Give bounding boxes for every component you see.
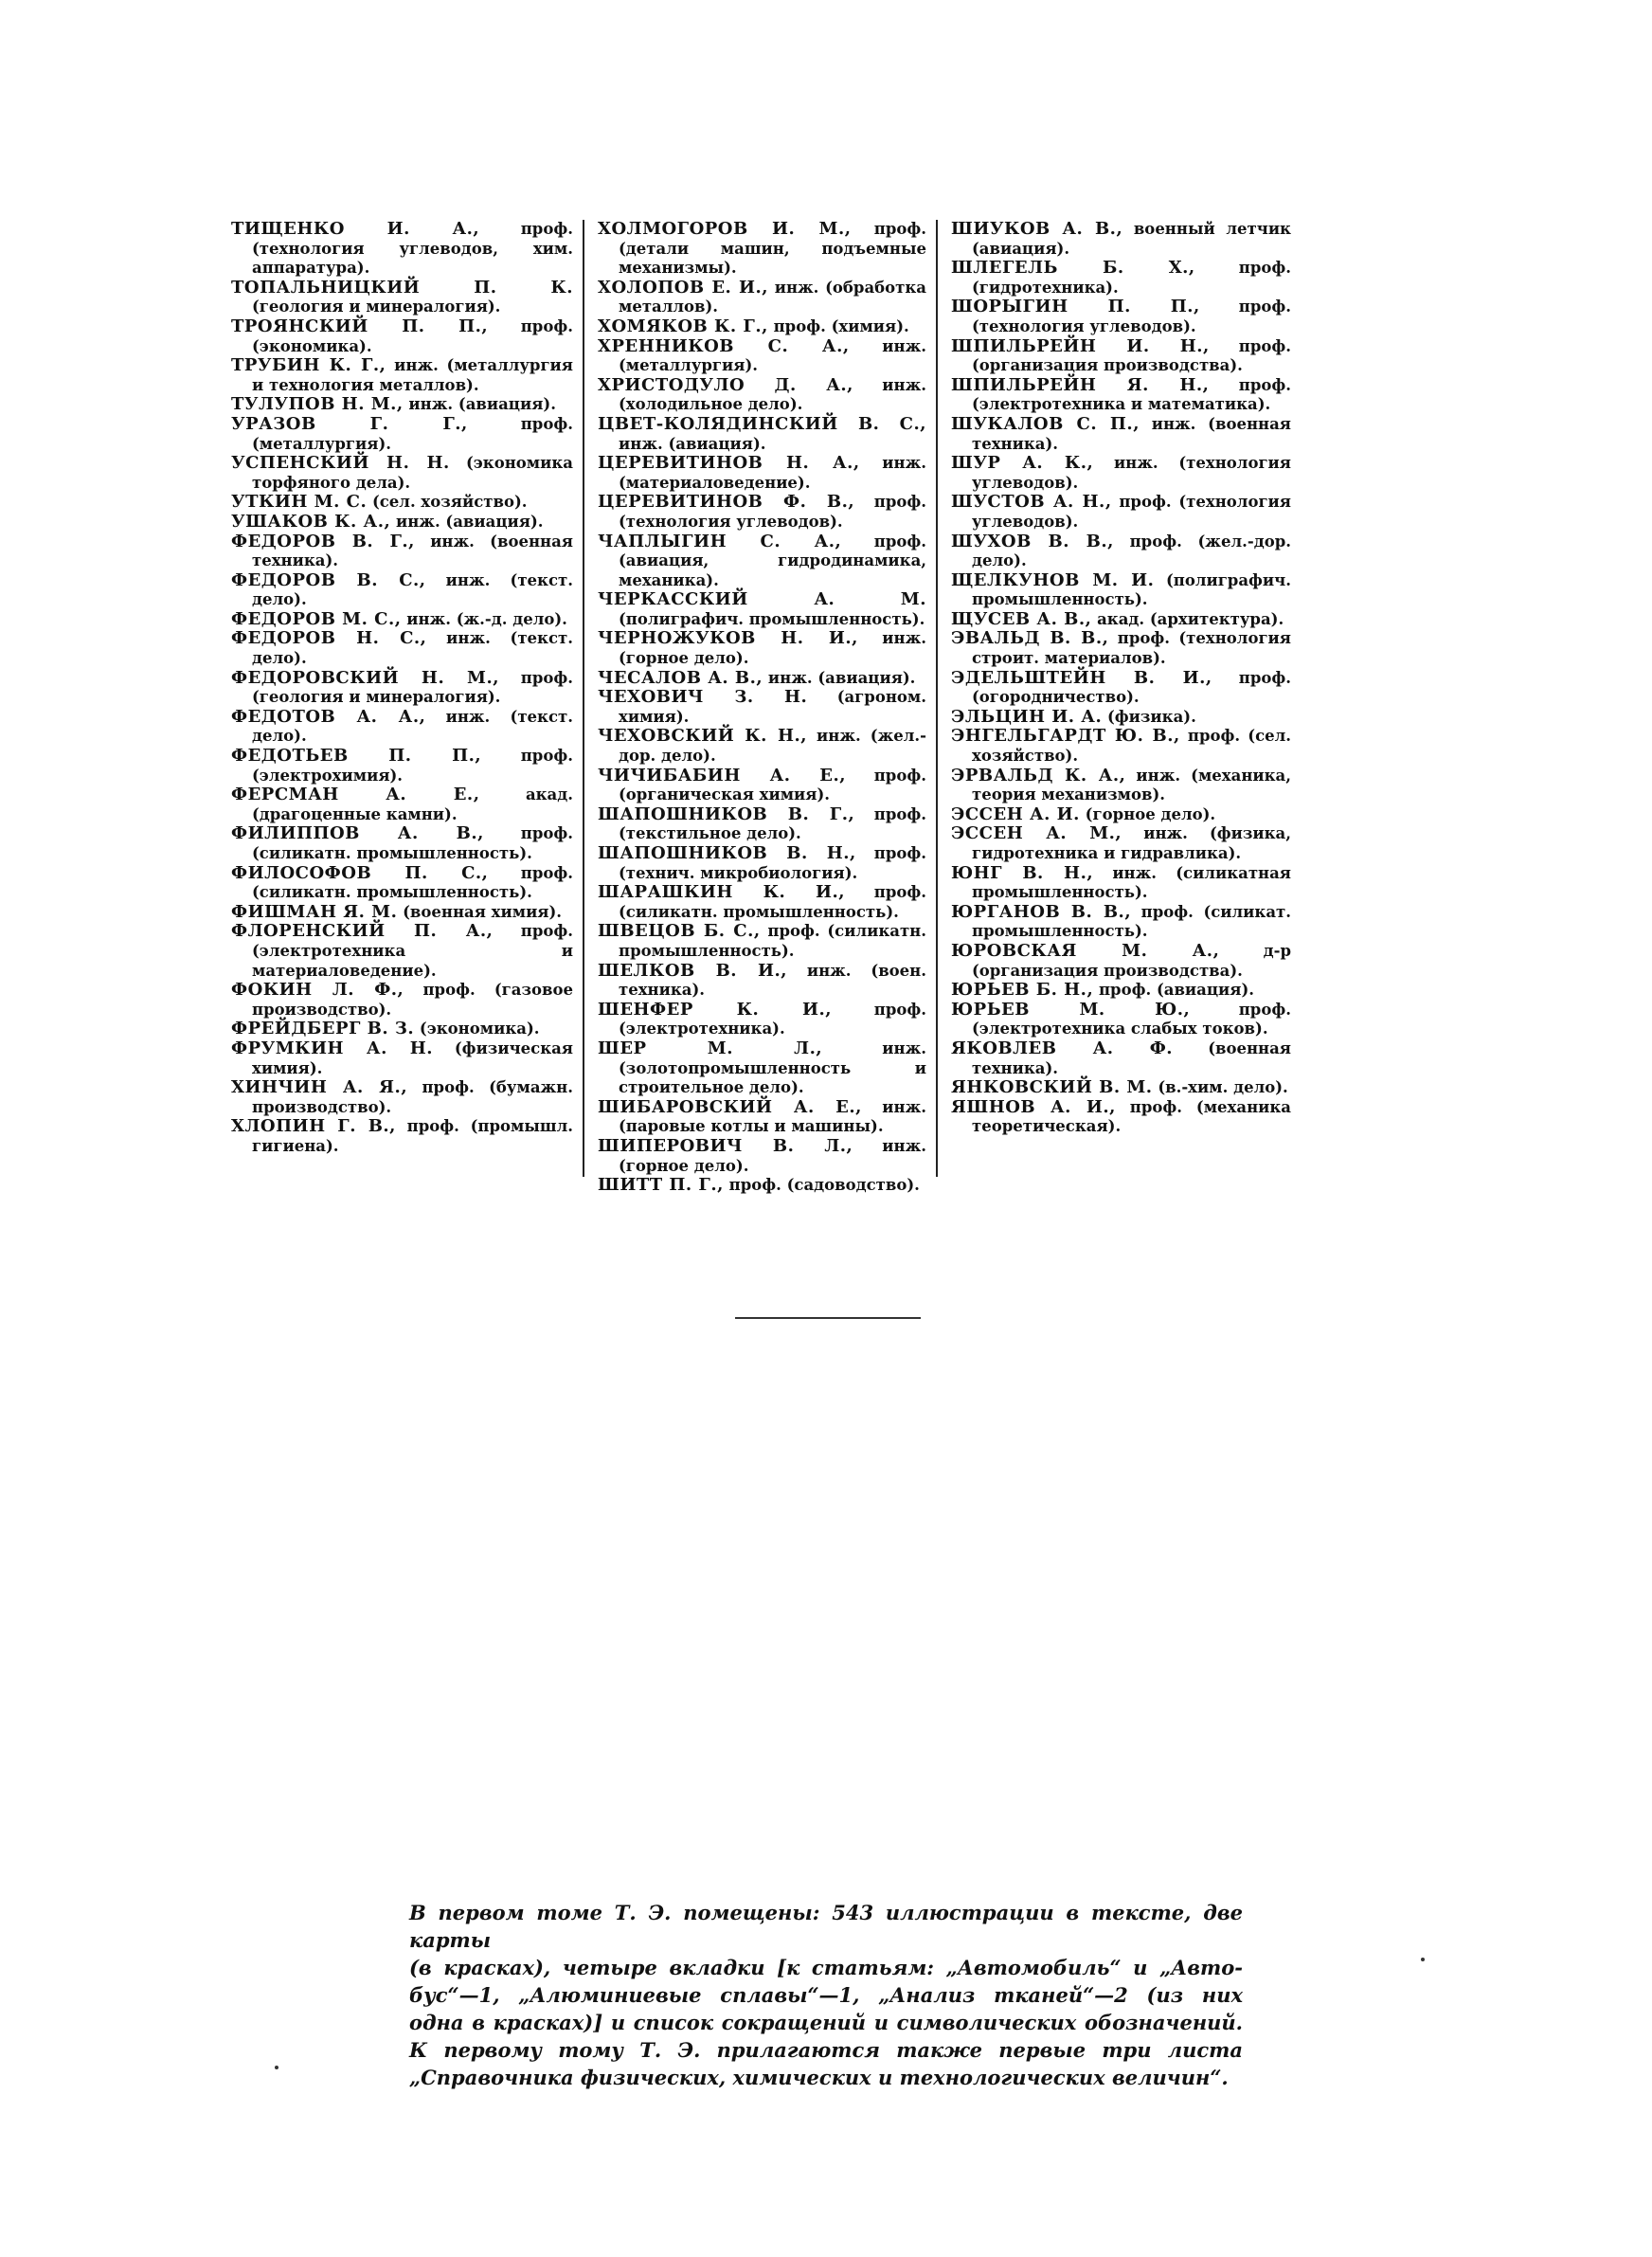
contributor-entry — [598, 922, 926, 961]
contributor-specialty: (агроном. химия). — [619, 688, 926, 726]
contributor-name: ФРЕЙДБЕРГ В. З. — [231, 1019, 415, 1039]
contributor-specialty: (физическая химия). — [252, 1038, 573, 1077]
contributor-name: ТУЛУПОВ Н. М., — [231, 394, 404, 415]
footnote-line: В первом томе Т. Э. помещены: 543 иллюстрации в тексте, две карты — [409, 1901, 1243, 1952]
contributor-specialty: проф. (технология углеводов). — [619, 493, 926, 531]
scan-speck — [275, 2066, 278, 2069]
contributor-name: ШУХОВ В. В., — [951, 531, 1114, 551]
contributor-specialty: акад. (драгоценные камни). — [252, 785, 573, 823]
contributor-entry — [598, 669, 926, 689]
contributor-specialty: инж. (паровые котлы и машины). — [619, 1097, 926, 1136]
contributor-specialty: инж. (механика, теория механизмов). — [972, 766, 1291, 804]
contributor-name: УШАКОВ К. А., — [231, 511, 391, 532]
contributor-entry — [231, 317, 573, 356]
contributor-name: ФЕДОТОВ А. А., — [231, 706, 426, 727]
contributor-specialty: (в.-хим. дело). — [1158, 1078, 1288, 1097]
contributor-specialty: инж. (авиация). — [767, 668, 916, 687]
contributor-entry — [598, 688, 926, 727]
contributor-entry — [951, 1039, 1291, 1078]
contributor-specialty: инж. (авиация). — [395, 512, 544, 531]
contributor-specialty: (геология и минералогия). — [252, 298, 501, 316]
contributor-entry — [598, 317, 926, 337]
contributor-specialty: проф. (гидротехника). — [972, 259, 1291, 297]
contributor-name: ШУР А. К., — [951, 453, 1094, 474]
contributor-specialty: проф. (силикатн. промышленность). — [619, 922, 926, 960]
contributor-entry — [231, 454, 573, 493]
contributor-entry — [598, 727, 926, 766]
contributor-entry — [231, 513, 573, 533]
contributor-entry — [231, 629, 573, 668]
contributor-specialty: военный летчик (авиация). — [972, 220, 1291, 258]
contributor-entry — [231, 356, 573, 395]
contributor-entry — [951, 1098, 1291, 1137]
contributor-entry — [951, 629, 1291, 668]
contributor-entry — [951, 493, 1291, 532]
contributor-entry — [231, 610, 573, 630]
contributor-entry — [231, 903, 573, 923]
contributor-specialty: инж. (жел.-дор. дело). — [619, 727, 926, 766]
contributor-name: ЮРЬЕВ Б. Н., — [951, 980, 1094, 1001]
contributor-specialty: инж. (золотопромышленность и строительное дело). — [619, 1038, 926, 1097]
contributor-name: ЧЕХОВИЧ З. Н. — [598, 687, 808, 708]
contributor-specialty: инж. (текст. дело). — [252, 629, 573, 668]
contributor-specialty: проф. (силикатн. промышленность). — [252, 863, 573, 902]
contributor-name: ЭРВАЛЬД К. А., — [951, 765, 1126, 785]
contributor-entry — [951, 903, 1291, 942]
contributor-entry — [951, 571, 1291, 610]
contributor-name: ЭССЕН А. И. — [951, 803, 1080, 824]
contributor-entry — [231, 981, 573, 1020]
contributor-entry — [598, 220, 926, 279]
contributor-name: ШАПОШНИКОВ В. Н., — [598, 843, 856, 863]
contributor-name: ЧЕХОВСКИЙ К. Н., — [598, 726, 808, 747]
contributor-specialty: инж. (текст. дело). — [252, 570, 573, 609]
contributor-name: ЧЕРКАССКИЙ А. М. — [598, 589, 926, 610]
contributor-name: ТОПАЛЬНИЦКИЙ П. К. — [231, 277, 573, 298]
contributor-specialty: д-р (организация производства). — [972, 941, 1291, 980]
contributor-name: УРАЗОВ Г. Г., — [231, 413, 468, 434]
column-3 — [938, 220, 1291, 1177]
contributor-specialty: проф. (газовое производство). — [252, 981, 573, 1019]
contributor-entry — [598, 1001, 926, 1039]
footnote-line: К первому тому Т. Э. прилагаются также первые три листа — [409, 2038, 1243, 2062]
contributor-entry — [951, 805, 1291, 825]
contributor-name: ЭССЕН А. М., — [951, 823, 1122, 844]
footnote-line: (в красках), четыре вкладки [к статьям: „Автомобиль“ и „Авто- — [409, 1956, 1243, 1979]
contributor-entry — [951, 824, 1291, 863]
contributor-name: ХЛОПИН Г. В., — [231, 1116, 396, 1137]
contributor-entry — [951, 1078, 1291, 1098]
contributor-specialty: инж. (военная техника). — [252, 532, 573, 570]
contributor-name: ЭЛЬЦИН И. А. — [951, 706, 1103, 727]
contributor-name: ТИЩЕНКО И. А., — [231, 219, 480, 239]
contributor-name: ШУКАЛОВ С. П., — [951, 413, 1140, 434]
contributor-entry — [598, 533, 926, 591]
contributor-name: ХИНЧИН А. Я., — [231, 1077, 408, 1098]
contributor-name: ФЕДОРОВСКИЙ Н. М., — [231, 667, 499, 688]
column-2 — [584, 219, 938, 1196]
contributor-name: ЧИЧИБАБИН А. Е., — [598, 765, 847, 785]
contributor-name: ШАРАШКИН К. И., — [598, 882, 846, 903]
contributor-name: ЯШНОВ А. И., — [951, 1096, 1116, 1117]
contributor-entry — [598, 590, 926, 629]
contributor-entry — [951, 669, 1291, 708]
contributor-entry — [231, 493, 573, 513]
contributor-name: ФЛОРЕНСКИЙ П. А., — [231, 921, 494, 942]
contributor-specialty: инж. (силикатная промышленность). — [972, 863, 1292, 902]
contributor-name: ЮРОВСКАЯ М. А., — [951, 940, 1220, 961]
contributor-entry — [231, 1078, 573, 1117]
contributor-entry — [598, 962, 926, 1001]
contributor-entry — [231, 279, 573, 317]
contributor-specialty: проф. (силикатн. промышленность). — [619, 883, 926, 921]
contributor-name: ФРУМКИН А. Н. — [231, 1038, 434, 1058]
contributor-entry — [231, 571, 573, 610]
contributor-specialty: проф. (электротехника). — [619, 1000, 926, 1038]
contributor-name: ФЕДОРОВ В. Г., — [231, 531, 415, 551]
contributor-name: ФЕДОРОВ В. С., — [231, 569, 426, 590]
contributor-name: УТКИН М. С. — [231, 492, 368, 513]
contributor-name: ШАПОШНИКОВ В. Г., — [598, 803, 855, 824]
contributor-entry — [598, 629, 926, 668]
contributor-specialty: проф. (химия). — [773, 316, 909, 335]
contributor-name: ШОРЫГИН П. П., — [951, 297, 1200, 317]
contributor-name: ЮНГ В. Н., — [951, 862, 1094, 883]
contributor-specialty: (горное дело). — [1085, 804, 1216, 823]
contributor-specialty: проф. (технология углеводов). — [972, 493, 1291, 531]
contributor-name: ФЕРСМАН А. Е., — [231, 785, 480, 805]
contributor-specialty: проф. (электрохимия). — [252, 747, 573, 785]
contributor-name: ШИТТ П. Г., — [598, 1175, 724, 1196]
contributor-name: ЭДЕЛЬШТЕЙН В. И., — [951, 667, 1212, 688]
contributor-entry — [598, 376, 926, 415]
contributor-specialty: инж. (технология углеводов). — [972, 454, 1291, 492]
contributor-entry — [231, 824, 573, 863]
contributor-name: ЮРЬЕВ М. Ю., — [951, 999, 1191, 1020]
contributor-specialty: (военная химия). — [403, 902, 563, 921]
contributor-specialty: (военная техника). — [972, 1038, 1291, 1077]
contributor-specialty: (полиграфич. промышленность). — [972, 570, 1291, 609]
contributor-specialty: инж. (горное дело). — [619, 1136, 926, 1175]
contributor-specialty: (полиграфич. промышленность). — [619, 609, 925, 628]
contributor-specialty: инж. (воен. техника). — [619, 961, 926, 1000]
contributor-entry — [951, 415, 1291, 454]
contributors-list — [231, 219, 1292, 1196]
contributor-entry — [231, 785, 573, 824]
contributor-entry — [951, 610, 1291, 630]
contributor-specialty: проф. (органическая химия). — [619, 766, 926, 804]
contributor-name: ФИШМАН Я. М. — [231, 901, 398, 922]
contributor-name: ЧАПЛЫГИН С. А., — [598, 531, 842, 551]
contributor-entry — [231, 1020, 573, 1039]
contributor-name: ШВЕЦОВ Б. С., — [598, 921, 761, 942]
contributor-name: ШИБАРОВСКИЙ А. Е., — [598, 1096, 862, 1117]
contributor-name: ФИЛИППОВ А. В., — [231, 823, 484, 844]
contributor-specialty: инж. (текст. дело). — [252, 707, 573, 746]
contributor-specialty: проф. (механика теоретическая). — [972, 1097, 1291, 1136]
contributor-specialty: проф. (электротехника слабых токов). — [972, 1000, 1291, 1038]
contributor-name: ТРОЯНСКИЙ П. П., — [231, 316, 489, 336]
contributor-specialty: (экономика торфяного дела). — [252, 454, 573, 492]
contributor-name: ФОКИН Л. Ф., — [231, 980, 404, 1001]
contributor-specialty: проф. (технология углеводов, хим. аппаратура). — [252, 220, 573, 278]
contributor-specialty: проф. (текстильное дело). — [619, 804, 926, 843]
contributor-name: ШЕЛКОВ В. И., — [598, 960, 787, 981]
contributor-name: ШУСТОВ А. Н., — [951, 492, 1112, 513]
contributor-name: ЭВАЛЬД В. В., — [951, 628, 1109, 649]
contributor-entry — [598, 883, 926, 922]
contributor-specialty: инж. (горное дело). — [619, 629, 926, 668]
contributor-name: ЧЕСАЛОВ А. В., — [598, 667, 763, 688]
contributor-name: ЯКОВЛЕВ А. Ф. — [951, 1038, 1174, 1058]
contributor-entry — [951, 298, 1291, 336]
contributor-specialty: инж. (металлургия и технология металлов). — [252, 356, 573, 394]
contributor-entry — [598, 844, 926, 883]
contributor-specialty: проф. (экономика). — [252, 316, 573, 355]
contributor-name: ХОЛОПОВ Е. И., — [598, 277, 769, 298]
contributor-name: ШПИЛЬРЕЙН Я. Н., — [951, 374, 1210, 395]
footnote-line: „Справочника физических, химических и технологических величин“. — [409, 2066, 1229, 2089]
contributor-name: ШЕНФЕР К. И., — [598, 999, 833, 1020]
contributor-entry — [951, 376, 1291, 415]
contributor-specialty: проф. (технология строит. материалов). — [972, 629, 1291, 668]
contributor-specialty: проф. (жел.-дор. дело). — [972, 532, 1291, 570]
contributor-specialty: инж. (военная техника). — [972, 414, 1291, 453]
contributor-name: ЧЕРНОЖУКОВ Н. И., — [598, 628, 858, 649]
contributor-specialty: проф. (детали машин, подъемные механизмы). — [619, 220, 926, 278]
contributor-specialty: инж. (авиация). — [619, 434, 766, 453]
contributor-name: ЦЕРЕВИТИНОВ Н. А., — [598, 453, 860, 474]
contributor-specialty: (физика). — [1106, 707, 1196, 726]
contributor-name: ХРЕННИКОВ С. А., — [598, 335, 850, 356]
contributor-entry — [598, 1098, 926, 1137]
contributor-entry — [951, 708, 1291, 728]
contributor-name: ХРИСТОДУЛО Д. А., — [598, 374, 853, 395]
contributor-specialty: (сел. хозяйство). — [371, 493, 528, 512]
contributor-specialty: проф. (геология и минералогия). — [252, 668, 573, 707]
contributor-entry — [231, 864, 573, 903]
contributor-entry — [951, 981, 1291, 1001]
contributor-specialty: проф. (силикатн. промышленность). — [252, 824, 573, 862]
contributor-entry — [951, 259, 1291, 298]
contributor-specialty: проф. (электротехника и математика). — [972, 375, 1291, 414]
contributor-name: ЭНГЕЛЬГАРДТ Ю. В., — [951, 726, 1180, 747]
contributor-name: УСПЕНСКИЙ Н. Н. — [231, 453, 450, 474]
contributor-specialty: проф. (технич. микробиология). — [619, 844, 926, 882]
volume-footnote — [409, 1899, 1243, 2091]
contributor-name: ЦВЕТ-КОЛЯДИНСКИЙ В. С., — [598, 413, 926, 434]
contributor-entry — [598, 337, 926, 376]
contributor-entry — [231, 220, 573, 279]
contributor-entry — [951, 942, 1291, 981]
contributor-name: ШИУКОВ А. В., — [951, 219, 1123, 239]
contributor-entry — [951, 1001, 1291, 1039]
contributor-entry — [951, 767, 1291, 805]
contributor-entry — [231, 415, 573, 454]
contributor-specialty: инж. (металлургия). — [619, 336, 926, 375]
contributor-name: ЦЕРЕВИТИНОВ Ф. В., — [598, 492, 855, 513]
contributor-name: ЩУСЕВ А. В., — [951, 608, 1092, 629]
contributor-name: ШЕР М. Л., — [598, 1038, 823, 1058]
contributor-entry — [598, 1039, 926, 1098]
footnote-line: бус“—1, „Алюминиевые сплавы“—1, „Анализ тканей“—2 (из них — [409, 1983, 1243, 2007]
contributor-specialty: проф. (бумажн. производство). — [252, 1078, 573, 1116]
contributor-name: ШПИЛЬРЕЙН И. Н., — [951, 335, 1210, 356]
contributor-name: ШЛЕГЕЛЬ Б. Х., — [951, 258, 1195, 279]
contributor-name: ШИПЕРОВИЧ В. Л., — [598, 1135, 853, 1156]
contributor-entry — [231, 1117, 573, 1156]
contributor-specialty: проф. (авиация, гидродинамика, механика). — [619, 532, 926, 589]
contributor-entry — [951, 220, 1291, 259]
contributor-entry — [951, 337, 1291, 376]
contributor-entry — [951, 454, 1291, 493]
contributor-name: ЩЕЛКУНОВ М. И. — [951, 569, 1155, 590]
contributor-specialty: инж. (холодильное дело). — [619, 375, 926, 414]
contributor-entry — [231, 533, 573, 571]
contributor-specialty: проф. (огородничество). — [972, 668, 1291, 707]
contributor-specialty: инж. (физика, гидротехника и гидравлика). — [972, 824, 1291, 862]
contributor-name: ХОЛМОГОРОВ И. М., — [598, 219, 852, 239]
contributor-name: ЮРГАНОВ В. В., — [951, 901, 1132, 922]
contributor-entry — [598, 1137, 926, 1176]
scan-speck — [1421, 1958, 1425, 1961]
contributor-entry — [231, 747, 573, 785]
contributor-entry — [598, 279, 926, 317]
contributor-specialty: проф. (металлургия). — [252, 414, 573, 453]
contributor-specialty: проф. (садоводство). — [728, 1176, 920, 1195]
contributor-specialty: акад. (архитектура). — [1097, 609, 1284, 628]
contributor-specialty: инж. (материаловедение). — [619, 454, 926, 492]
contributor-specialty: инж. (обработка металлов). — [619, 278, 926, 316]
contributor-entry — [598, 454, 926, 493]
contributor-specialty: (экономика). — [419, 1020, 540, 1038]
contributor-entry — [951, 727, 1291, 766]
contributor-entry — [231, 395, 573, 415]
contributor-name: ХОМЯКОВ К. Г., — [598, 316, 768, 336]
contributor-specialty: проф. (технология углеводов). — [972, 298, 1291, 335]
contributor-entry — [598, 1176, 926, 1196]
contributor-entry — [598, 767, 926, 805]
contributor-specialty: проф. (силикат. промышленность). — [972, 902, 1291, 941]
contributor-specialty: проф. (промышл. гигиена). — [252, 1117, 573, 1155]
contributor-entry — [951, 864, 1291, 903]
contributor-entry — [598, 493, 926, 532]
contributor-specialty: проф. (электротехника и материаловедение). — [252, 922, 573, 980]
contributor-entry — [231, 708, 573, 747]
contributor-specialty: проф. (авиация). — [1098, 981, 1255, 1000]
contributor-name: ФЕДОРОВ М. С., — [231, 608, 402, 629]
contributor-entry — [231, 1039, 573, 1078]
contributor-specialty: инж. (ж.-д. дело). — [406, 609, 567, 628]
contributor-specialty: инж. (авиация). — [408, 395, 556, 414]
footnote-line: одна в красках)] и список сокращений и символических обозначений. — [409, 2011, 1243, 2034]
contributor-specialty: проф. (организация производства). — [972, 336, 1291, 375]
contributor-entry — [231, 922, 573, 981]
contributor-specialty: проф. (сел. хозяйство). — [972, 727, 1291, 766]
contributor-name: ФЕДОРОВ Н. С., — [231, 628, 427, 649]
contributor-entry — [598, 415, 926, 454]
contributor-name: ФИЛОСОФОВ П. С., — [231, 862, 489, 883]
contributor-name: ФЕДОТЬЕВ П. П., — [231, 746, 482, 767]
contributor-entry — [951, 533, 1291, 571]
section-divider — [735, 1317, 921, 1319]
contributor-entry — [231, 669, 573, 708]
contributor-name: ЯНКОВСКИЙ В. М. — [951, 1077, 1153, 1098]
contributor-name: ТРУБИН К. Г., — [231, 355, 386, 376]
column-1 — [231, 220, 584, 1177]
contributor-entry — [598, 805, 926, 844]
